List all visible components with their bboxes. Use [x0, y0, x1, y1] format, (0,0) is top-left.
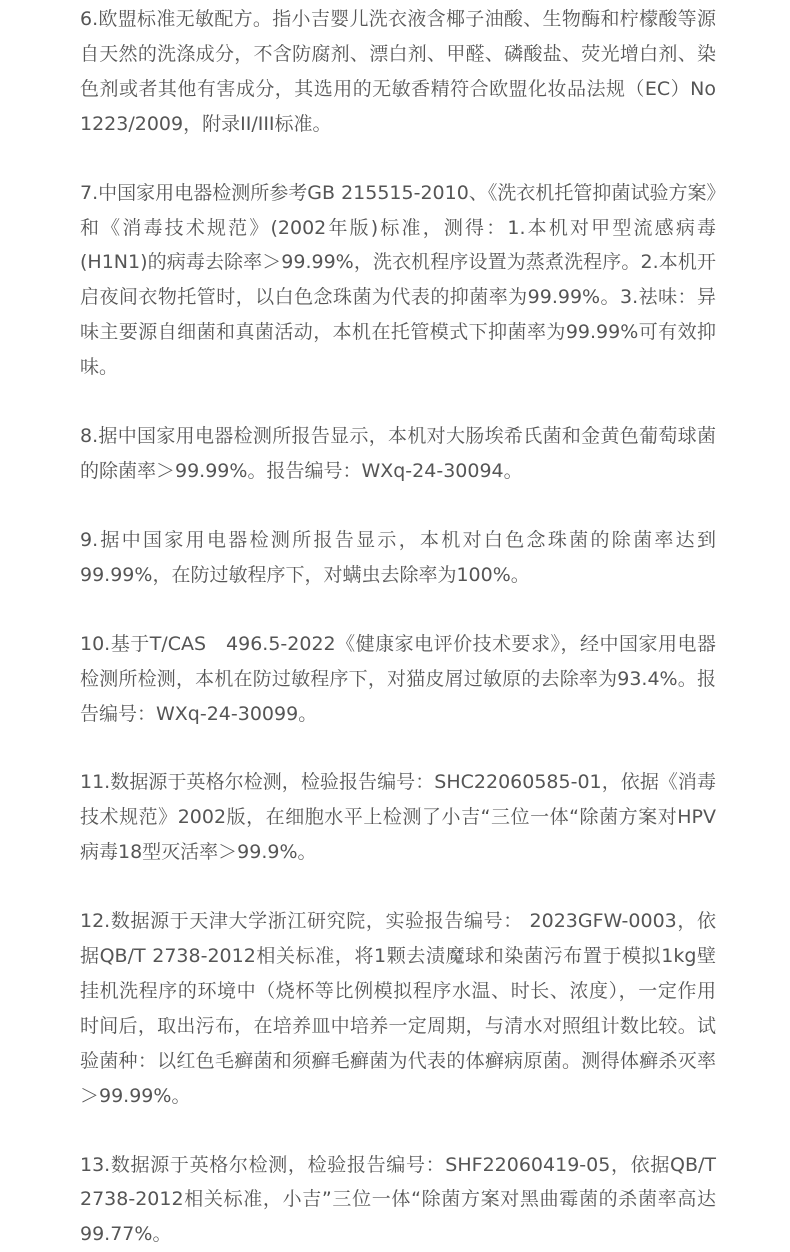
note-6: 6.欧盟标准无敏配方。指小吉婴儿洗衣液含椰子油酸、生物酶和柠檬酸等源自天然的洗涤成分，不含防腐剂、漂白剂、甲醛、磷酸盐、荧光增白剂、染色剂或者其他有害成分，其选用的无敏香精符合欧盟化妆品法规（EC）No 1223/2009，附录II/III标准。: [80, 8, 716, 135]
note-10: 10.基于T/CAS 496.5-2022《健康家电评价技术要求》，经中国家用电器检测所检测，本机在防过敏程序下，对猫皮屑过敏原的去除率为93.4%。报告编号：WXq-24-30099。: [80, 632, 716, 725]
note-7: 7.中国家用电器检测所参考GB 215515-2010、《洗衣机托管抑菌试验方案》和《消毒技术规范》(2002年版)标准，测得：1.本机对甲型流感病毒(H1N1)的病毒去除率＞99.99%，洗衣机程序设置为蒸煮洗程序。2.本机开启夜间衣物托管时，以白色念珠菌为代表的抑菌率为99.99%。3.祛味：异味主要源自细菌和真菌活动，本机在托管模式下抑菌率为99.99%可有效抑味。: [80, 181, 716, 379]
disclaimer-notes: [80, 0, 716, 1252]
note-13: 13.数据源于英格尔检测，检验报告编号：SHF22060419-05，依据QB/T 2738-2012相关标准，小吉”三位一体“除菌方案对黑曲霉菌的杀菌率高达99.77%。: [80, 1153, 716, 1246]
note-8: 8.据中国家用电器检测所报告显示，本机对大肠埃希氏菌和金黄色葡萄球菌的除菌率＞99.99%。报告编号：WXq-24-30094。: [80, 425, 716, 482]
note-12: 12.数据源于天津大学浙江研究院，实验报告编号： 2023GFW-0003，依据QB/T 2738-2012相关标准，将1颗去渍魔球和染菌污布置于模拟1kg壁挂机洗程序的环境中（烧杯等比例模拟程序水温、时长、浓度），一定作用时间后，取出污布，在培养皿中培养一定周期，与清水对照组计数比较。试验菌种：以红色毛癣菌和须癣毛癣菌为代表的体癣病原菌。测得体癣杀灭率＞99.99%。: [80, 910, 716, 1107]
note-11: 11.数据源于英格尔检测，检验报告编号：SHC22060585-01，依据《消毒技术规范》2002版，在细胞水平上检测了小吉“三位一体“除菌方案对HPV病毒18型灭活率＞99.9%。: [80, 771, 716, 864]
note-9: 9.据中国家用电器检测所报告显示，本机对白色念珠菌的除菌率达到99.99%，在防过敏程序下，对螨虫去除率为100%。: [80, 528, 716, 586]
